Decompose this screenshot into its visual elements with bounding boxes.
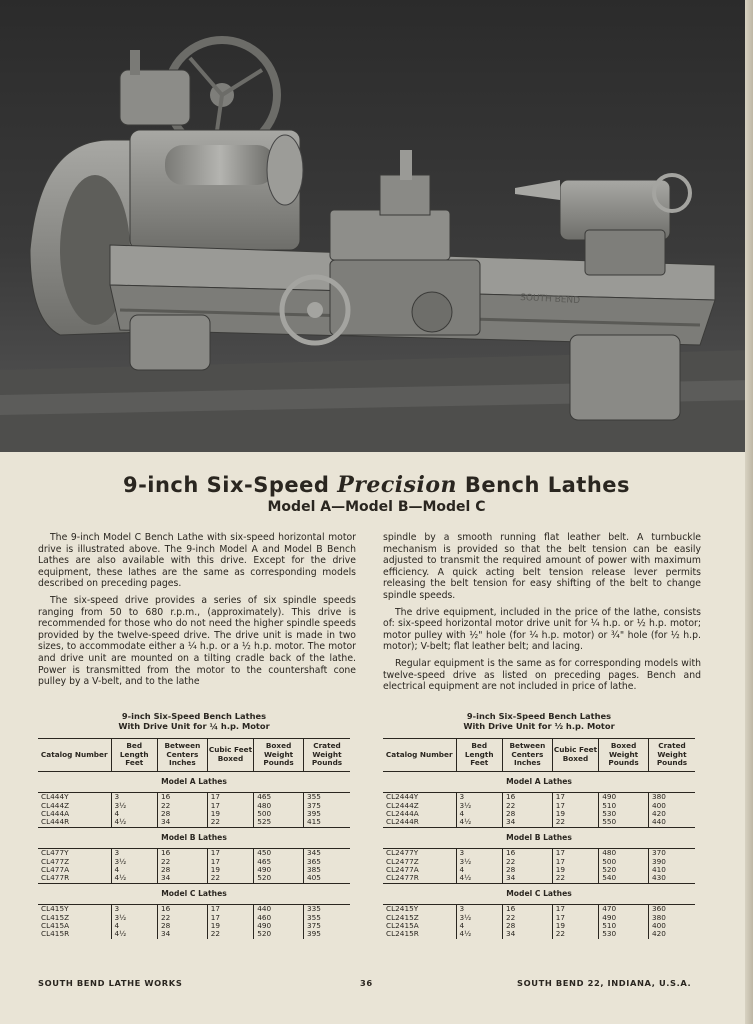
table-cell: 4½ — [111, 874, 157, 883]
table-row — [38, 905, 350, 914]
table-cell: 4 — [456, 810, 502, 818]
table-row — [383, 818, 695, 827]
table-cell: 22 — [502, 858, 552, 866]
table-cell: 520 — [599, 866, 649, 874]
catalog-number-cell: CL444R — [38, 818, 111, 827]
column-header: Between Centers Inches — [157, 739, 207, 772]
table-row — [383, 802, 695, 810]
table-cell: 4 — [111, 810, 157, 818]
table-cell: 34 — [157, 930, 207, 938]
table-cell: 3½ — [456, 914, 502, 922]
table-cell: 22 — [552, 930, 598, 938]
column-header: Between Centers Inches — [502, 739, 552, 772]
catalog-number-cell: CL415R — [38, 930, 111, 938]
table-cell: 4½ — [111, 930, 157, 938]
table-cell: 3 — [111, 849, 157, 858]
table-cell: 22 — [157, 802, 207, 810]
catalog-number-cell: CL2415A — [383, 922, 456, 930]
column-header: Bed Length Feet — [111, 739, 157, 772]
lathe-illustration — [0, 0, 753, 452]
table-title-line: 9-inch Six-Speed Bench Lathes — [466, 711, 612, 721]
table-cell: 510 — [599, 802, 649, 810]
catalog-number-cell: CL2477Y — [383, 849, 456, 858]
group-label: Model A Lathes — [383, 771, 695, 792]
catalog-number-cell: CL415Z — [38, 914, 111, 922]
table-title — [38, 711, 350, 731]
table-cell: 3 — [456, 793, 502, 802]
table-row — [38, 793, 350, 802]
table-cell: 16 — [157, 849, 207, 858]
table-group-row — [383, 771, 695, 792]
table-cell: 3 — [111, 905, 157, 914]
group-label: Model B Lathes — [383, 827, 695, 848]
table-cell: 17 — [552, 905, 598, 914]
table-cell: 4 — [456, 866, 502, 874]
catalog-number-cell: CL2444Y — [383, 793, 456, 802]
table-row — [38, 914, 350, 922]
table-header — [38, 739, 350, 772]
title-prefix: 9-inch Six-Speed — [122, 473, 330, 497]
table-cell: 17 — [207, 914, 253, 922]
table-cell: 450 — [254, 849, 304, 858]
table-cell: 375 — [306, 921, 321, 931]
table-body — [38, 771, 350, 939]
table-group-row — [38, 771, 350, 792]
table-group-row — [383, 883, 695, 904]
lathe-photo — [0, 0, 753, 452]
table-cell: 530 — [599, 810, 649, 818]
catalog-number-cell: CL2415Y — [383, 905, 456, 914]
table-cell: 370 — [651, 848, 666, 858]
column-header: Boxed Weight Pounds — [599, 739, 649, 772]
footer-address: SOUTH BEND 22, INDIANA, U.S.A. — [517, 978, 692, 988]
catalog-number-cell: CL477R — [38, 874, 111, 883]
table-cell: 22 — [207, 930, 253, 938]
table-cell: 3 — [456, 849, 502, 858]
body-column-left — [38, 532, 356, 693]
table-cell: 17 — [207, 858, 253, 866]
column-header: Catalog Number — [383, 739, 456, 772]
paragraph: The 9-inch Model C Bench Lathe with six-speed horizontal motor drive is illustrated above. The 9-inch Model A and Model B Bench Lathes are also available with this drive. Except for the drive equipment, these lathes are the same as corresponding models described on preceding pages. — [38, 532, 356, 590]
table-cell: 400 — [651, 800, 666, 810]
table-cell: 3½ — [111, 914, 157, 922]
table-row — [38, 922, 350, 930]
catalog-number-cell: CL2444R — [383, 818, 456, 827]
table-cell: 28 — [157, 810, 207, 818]
table-cell: 355 — [306, 912, 321, 922]
table-header — [383, 739, 695, 772]
table-title-line: 9-inch Six-Speed Bench Lathes — [121, 711, 267, 721]
table-cell: 17 — [552, 849, 598, 858]
table-cell: 28 — [157, 866, 207, 874]
bed-marking: SOUTH BEND — [519, 293, 581, 307]
table-cell: 34 — [502, 874, 552, 883]
table-cell: 540 — [599, 874, 649, 883]
table-cell: 22 — [552, 874, 598, 883]
table-row — [38, 874, 350, 883]
table-cell: 22 — [157, 858, 207, 866]
table-row — [38, 930, 350, 938]
body-column-right — [383, 532, 701, 698]
footer-company: SOUTH BEND LATHE WORKS — [38, 978, 183, 988]
table-cell: 4½ — [456, 930, 502, 938]
catalog-number-cell: CL2477Z — [383, 858, 456, 866]
table-row — [383, 874, 695, 883]
table-cell: 34 — [502, 818, 552, 827]
table-cell: 395 — [306, 809, 321, 818]
table-cell: 345 — [306, 848, 321, 858]
table-cell: 500 — [254, 810, 304, 818]
page-title — [0, 472, 753, 498]
table-cell: 500 — [599, 858, 649, 866]
table-cell: 34 — [157, 874, 207, 883]
catalog-number-cell: CL444Z — [38, 802, 111, 810]
column-header: Catalog Number — [38, 739, 111, 772]
table-cell: 34 — [502, 930, 552, 938]
catalog-number-cell: CL2415Z — [383, 914, 456, 922]
catalog-number-cell: CL444A — [38, 810, 111, 818]
group-label: Model C Lathes — [383, 883, 695, 904]
table-subtitle-line: With Drive Unit for ½ h.p. Motor — [463, 721, 615, 731]
table-cell: 19 — [552, 922, 598, 930]
table-cell: 17 — [552, 914, 598, 922]
table-cell: 490 — [254, 922, 304, 930]
table-cell: 22 — [207, 818, 253, 827]
table-cell: 19 — [552, 810, 598, 818]
column-header: Crated Weight Pounds — [648, 739, 695, 772]
table-cell: 34 — [157, 818, 207, 827]
catalog-number-cell: CL415Y — [38, 905, 111, 914]
column-header: Boxed Weight Pounds — [254, 739, 304, 772]
table-cell: 360 — [651, 904, 666, 914]
catalog-number-cell: CL477A — [38, 866, 111, 874]
table-cell: 355 — [306, 792, 321, 802]
table-cell: 390 — [651, 856, 666, 866]
table-cell: 510 — [599, 922, 649, 930]
table-cell: 16 — [502, 793, 552, 802]
table-cell: 22 — [207, 874, 253, 883]
table-group-row — [38, 883, 350, 904]
table-cell: 22 — [157, 914, 207, 922]
table-cell: 440 — [254, 905, 304, 914]
table-row — [38, 858, 350, 866]
catalog-number-cell: CL477Y — [38, 849, 111, 858]
table-cell: 3 — [111, 793, 157, 802]
spec-table-quarter-hp — [38, 711, 350, 939]
paragraph: Regular equipment is the same as for corresponding models with twelve-speed drive as listed on preceding pages. Bench and electrical equipment are not included in price of lathe. — [383, 657, 701, 693]
title-suffix: Bench Lathes — [464, 473, 631, 497]
table-cell: 19 — [207, 922, 253, 930]
table-cell: 465 — [254, 858, 304, 866]
paragraph: spindle by a smooth running flat leather belt. A turnbuckle mechanism is provided so that the belt tension can be easily adjusted to transmit the required amount of power with maximum efficiency. A quick acting belt tension release lever permits releasing the belt tension for easy shifting of the belt to change spindle speeds. — [383, 532, 701, 601]
table-row — [383, 849, 695, 858]
table-body — [383, 771, 695, 939]
table-row — [383, 930, 695, 938]
table-cell: 335 — [306, 904, 321, 914]
table-row — [383, 914, 695, 922]
group-label: Model A Lathes — [38, 771, 350, 792]
spec-table — [38, 738, 350, 939]
table-cell: 4½ — [111, 818, 157, 827]
table-cell: 16 — [157, 905, 207, 914]
table-cell: 19 — [552, 866, 598, 874]
table-row — [383, 858, 695, 866]
column-header: Cubic Feet Boxed — [207, 739, 253, 772]
table-cell: 19 — [207, 866, 253, 874]
table-cell: 28 — [502, 866, 552, 874]
paragraph: The drive equipment, included in the price of the lathe, consists of: six-speed horizontal motor drive unit for ¼ h.p. or ½ h.p. motor; motor pulley with ½" hole (for ¼ h.p. motor) or ¾" hole (for ½ h.p. motor); V-belt; flat leather belt; and lacing. — [383, 606, 701, 653]
table-cell: 550 — [599, 818, 649, 827]
table-group-row — [38, 827, 350, 848]
table-cell: 3½ — [111, 802, 157, 810]
table-cell: 16 — [157, 793, 207, 802]
table-cell: 520 — [254, 930, 304, 938]
table-cell: 4½ — [456, 874, 502, 883]
catalog-number-cell: CL444Y — [38, 793, 111, 802]
table-cell: 480 — [254, 802, 304, 810]
table-cell: 17 — [207, 793, 253, 802]
table-cell: 520 — [254, 874, 304, 883]
table-cell: 17 — [207, 849, 253, 858]
table-cell: 3½ — [456, 802, 502, 810]
table-cell: 28 — [157, 922, 207, 930]
table-cell: 4 — [111, 866, 157, 874]
spec-table-half-hp — [383, 711, 695, 939]
table-cell: 380 — [651, 792, 666, 802]
table-row — [383, 922, 695, 930]
table-cell: 17 — [207, 802, 253, 810]
table-cell: 440 — [651, 817, 666, 827]
table-cell: 395 — [306, 929, 321, 939]
table-cell: 22 — [502, 802, 552, 810]
table-row — [38, 802, 350, 810]
table-cell: 4 — [456, 922, 502, 930]
table-cell: 17 — [552, 858, 598, 866]
column-header: Crated Weight Pounds — [303, 739, 350, 772]
table-cell: 16 — [502, 849, 552, 858]
catalog-number-cell: CL2415R — [383, 930, 456, 938]
table-cell: 365 — [306, 856, 321, 866]
table-cell: 4 — [111, 922, 157, 930]
table-cell: 400 — [651, 921, 666, 931]
column-header: Cubic Feet Boxed — [552, 739, 598, 772]
title-script-word: Precision — [337, 472, 458, 498]
catalog-number-cell: CL2477A — [383, 866, 456, 874]
table-cell: 480 — [599, 849, 649, 858]
table-cell: 375 — [306, 800, 321, 810]
table-cell: 490 — [254, 866, 304, 874]
table-cell: 460 — [254, 914, 304, 922]
table-cell: 22 — [552, 818, 598, 827]
table-cell: 17 — [552, 793, 598, 802]
paragraph: The six-speed drive provides a series of six spindle speeds ranging from 50 to 680 r.p.m., (approximately). This drive is recommended for those who do not need the higher spindle speeds provided by the twelve-speed drive. The drive unit is made in two sizes, to accommodate either a ¼ h.p. or a ½ h.p. motor. The motor and drive unit are mounted on a tilting cradle back of the lathe. Power is transmitted from the motor to the countershaft cone pulley by a V-belt, and to the lathe — [38, 594, 356, 688]
table-cell: 525 — [254, 818, 304, 827]
table-cell: 28 — [502, 810, 552, 818]
catalog-number-cell: CL2444A — [383, 810, 456, 818]
table-row — [383, 866, 695, 874]
table-cell: 490 — [599, 793, 649, 802]
table-cell: 465 — [254, 793, 304, 802]
table-row — [38, 849, 350, 858]
table-cell: 19 — [207, 810, 253, 818]
table-cell: 490 — [599, 914, 649, 922]
table-row — [38, 810, 350, 818]
table-row — [383, 793, 695, 802]
table-header-row — [383, 739, 695, 772]
table-cell: 430 — [651, 873, 666, 883]
table-cell: 22 — [502, 914, 552, 922]
column-header: Bed Length Feet — [456, 739, 502, 772]
table-cell: 3 — [456, 905, 502, 914]
table-cell: 28 — [502, 922, 552, 930]
table-row — [383, 905, 695, 914]
table-cell: 470 — [599, 905, 649, 914]
table-cell: 380 — [651, 912, 666, 922]
table-row — [38, 818, 350, 827]
table-row — [38, 866, 350, 874]
table-title — [383, 711, 695, 731]
page-number: 36 — [360, 978, 373, 988]
table-cell: 420 — [651, 929, 666, 939]
table-cell: 4½ — [456, 818, 502, 827]
catalog-number-cell: CL2444Z — [383, 802, 456, 810]
table-header-row — [38, 739, 350, 772]
table-row — [383, 810, 695, 818]
table-cell: 415 — [306, 817, 321, 827]
catalog-number-cell: CL2477R — [383, 874, 456, 883]
catalog-number-cell: CL477Z — [38, 858, 111, 866]
table-cell: 3½ — [456, 858, 502, 866]
page-subtitle: Model A—Model B—Model C — [267, 499, 486, 515]
table-cell: 405 — [306, 873, 321, 883]
table-cell: 420 — [651, 809, 666, 818]
table-cell: 410 — [651, 865, 666, 875]
table-subtitle-line: With Drive Unit for ¼ h.p. Motor — [118, 721, 270, 731]
table-group-row — [383, 827, 695, 848]
table-cell: 530 — [599, 930, 649, 938]
group-label: Model C Lathes — [38, 883, 350, 904]
spec-table — [383, 738, 695, 939]
table-cell: 17 — [207, 905, 253, 914]
table-cell: 385 — [306, 865, 321, 875]
table-cell: 17 — [552, 802, 598, 810]
group-label: Model B Lathes — [38, 827, 350, 848]
table-cell: 3½ — [111, 858, 157, 866]
catalog-number-cell: CL415A — [38, 922, 111, 930]
table-cell: 16 — [502, 905, 552, 914]
